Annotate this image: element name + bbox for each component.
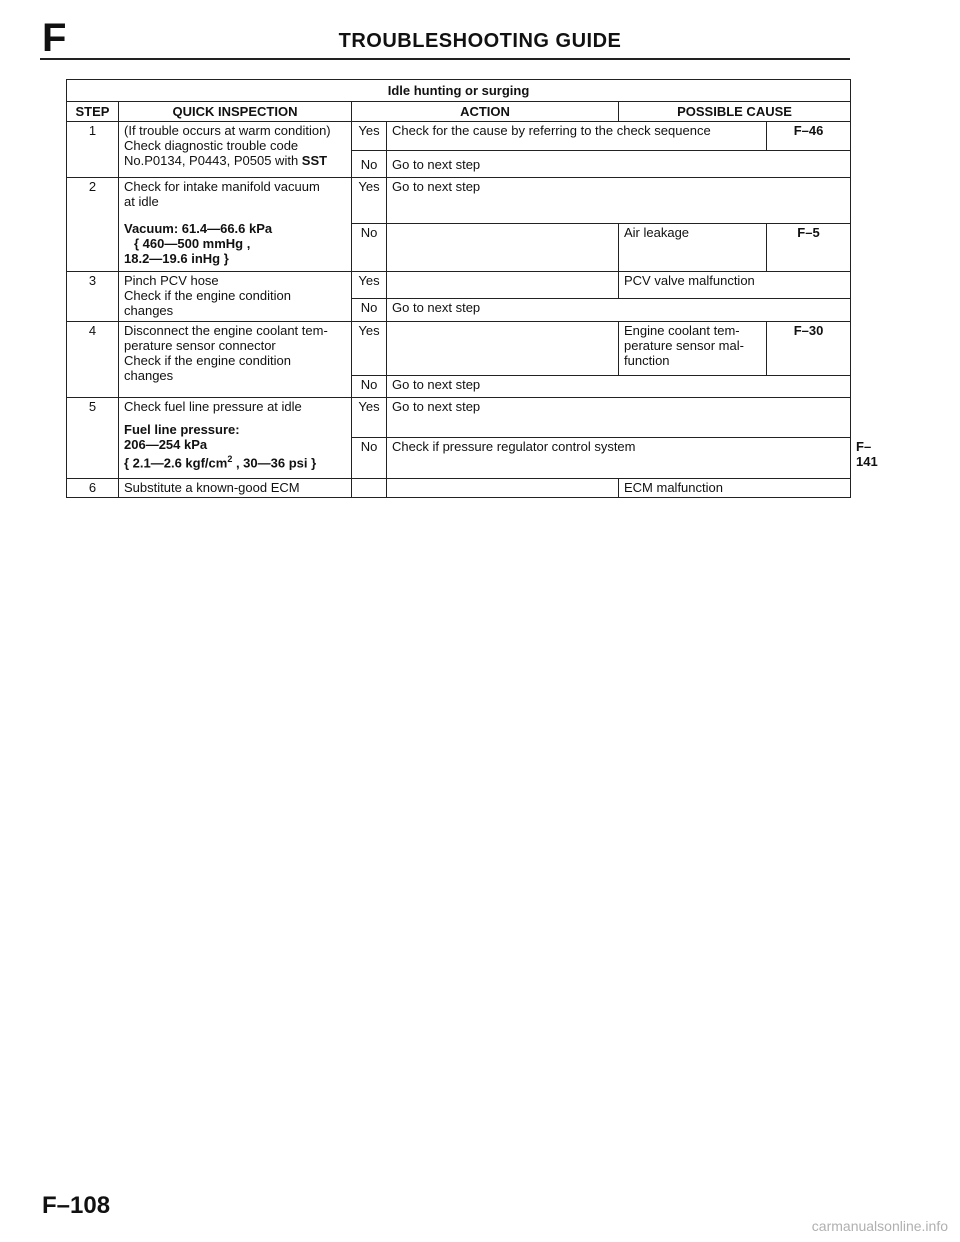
quick-inspection-cell xyxy=(119,178,352,272)
page-reference: F–5 xyxy=(767,224,851,272)
cause-line: Engine coolant tem- xyxy=(624,323,740,338)
no-label: No xyxy=(352,224,387,272)
yes-label: Yes xyxy=(352,398,387,438)
inspection-line: at idle xyxy=(124,194,159,209)
table-row xyxy=(67,479,851,498)
yes-label: Yes xyxy=(352,178,387,224)
sst-label: SST xyxy=(301,153,328,168)
action-cell: Go to next step xyxy=(387,398,851,438)
inspection-line: Check for intake manifold vacuum xyxy=(124,179,320,194)
spec-text: , 30—36 psi } xyxy=(232,455,317,471)
spec-line: 206—254 kPa xyxy=(124,437,208,452)
action-cell: Check for the cause by referring to the check sequence xyxy=(387,122,767,151)
step-number: 4 xyxy=(67,322,119,398)
no-label: No xyxy=(352,151,387,178)
spec-line: Fuel line pressure: xyxy=(124,422,240,437)
yes-label: Yes xyxy=(352,272,387,299)
table-row xyxy=(67,178,851,224)
step-number: 5 xyxy=(67,398,119,479)
no-label: No xyxy=(352,376,387,398)
action-cell xyxy=(387,479,619,498)
quick-inspection-cell xyxy=(119,398,352,479)
inspection-line: Check diagnostic trouble code xyxy=(124,138,299,153)
step-number: 1 xyxy=(67,122,119,178)
step-number: 3 xyxy=(67,272,119,322)
inspection-line xyxy=(124,153,346,168)
header-quick-inspection: QUICK INSPECTION xyxy=(119,102,352,122)
inspection-line: Check if the engine condition xyxy=(124,288,291,303)
inspection-line: changes xyxy=(124,303,174,318)
cause-cell xyxy=(619,322,767,376)
inspection-line: Pinch PCV hose xyxy=(124,273,219,288)
spec-text: { 2.1—2.6 kgf/cm xyxy=(124,455,228,471)
table-row xyxy=(67,272,851,299)
table-row xyxy=(67,122,851,151)
cause-cell: ECM malfunction xyxy=(619,479,851,498)
action-cell: Check if pressure regulator control system xyxy=(387,438,851,479)
section-letter: F xyxy=(42,16,67,60)
action-cell xyxy=(387,322,619,376)
page-reference: F–46 xyxy=(767,122,851,151)
title-rule xyxy=(40,58,850,60)
inspection-line: Disconnect the engine coolant tem- xyxy=(124,323,328,338)
table-caption-row xyxy=(67,80,851,102)
page-title: TROUBLESHOOTING GUIDE xyxy=(338,30,622,52)
cause-cell: PCV valve malfunction xyxy=(619,272,851,299)
action-cell xyxy=(387,224,619,272)
page-number: F–108 xyxy=(42,1192,111,1219)
action-cell: Go to next step xyxy=(387,376,851,398)
quick-inspection-cell xyxy=(119,322,352,398)
inspection-line: perature sensor connector xyxy=(124,338,276,353)
inspection-line: Check fuel line pressure at idle xyxy=(124,399,302,414)
cause-cell: Air leakage xyxy=(619,224,767,272)
inspection-text: No.P0134, P0443, P0505 with xyxy=(124,153,302,168)
yes-label: Yes xyxy=(352,322,387,376)
step-number: 2 xyxy=(67,178,119,272)
no-label: No xyxy=(352,299,387,322)
quick-inspection-cell xyxy=(119,272,352,322)
table-header-row xyxy=(67,102,851,122)
quick-inspection-cell xyxy=(119,122,352,178)
cause-line: function xyxy=(624,353,670,368)
table-row xyxy=(67,322,851,376)
action-cell: Go to next step xyxy=(387,299,851,322)
cause-line: perature sensor mal- xyxy=(624,338,744,353)
header-step: STEP xyxy=(67,102,119,122)
action-cell: Go to next step xyxy=(387,151,851,178)
table-row xyxy=(67,398,851,438)
yes-label: Yes xyxy=(352,122,387,151)
yes-no-cell xyxy=(352,479,387,498)
quick-inspection-cell: Substitute a known-good ECM xyxy=(119,479,352,498)
spec-line: { 460—500 mmHg , xyxy=(134,236,251,251)
spec-line xyxy=(124,452,346,470)
troubleshooting-table xyxy=(66,79,878,498)
header-possible-cause: POSSIBLE CAUSE xyxy=(619,102,851,122)
spec-superscript: 2 xyxy=(227,454,233,464)
watermark: carmanualsonline.info xyxy=(811,1218,948,1234)
inspection-line: (If trouble occurs at warm condition) xyxy=(124,123,331,138)
table-caption: Idle hunting or surging xyxy=(67,80,851,102)
action-cell xyxy=(387,272,619,299)
header-action: ACTION xyxy=(352,102,619,122)
no-label: No xyxy=(352,438,387,479)
step-number: 6 xyxy=(67,479,119,498)
spec-line: 18.2—19.6 inHg } xyxy=(124,251,229,266)
table-row: No Check if pressure regulator control system F–141 xyxy=(67,438,851,479)
page-reference: F–30 xyxy=(767,322,851,376)
action-cell: Go to next step xyxy=(387,178,851,224)
inspection-line: changes xyxy=(124,368,174,383)
spec-line: Vacuum: 61.4—66.6 kPa xyxy=(124,221,273,236)
inspection-line: Check if the engine condition xyxy=(124,353,291,368)
